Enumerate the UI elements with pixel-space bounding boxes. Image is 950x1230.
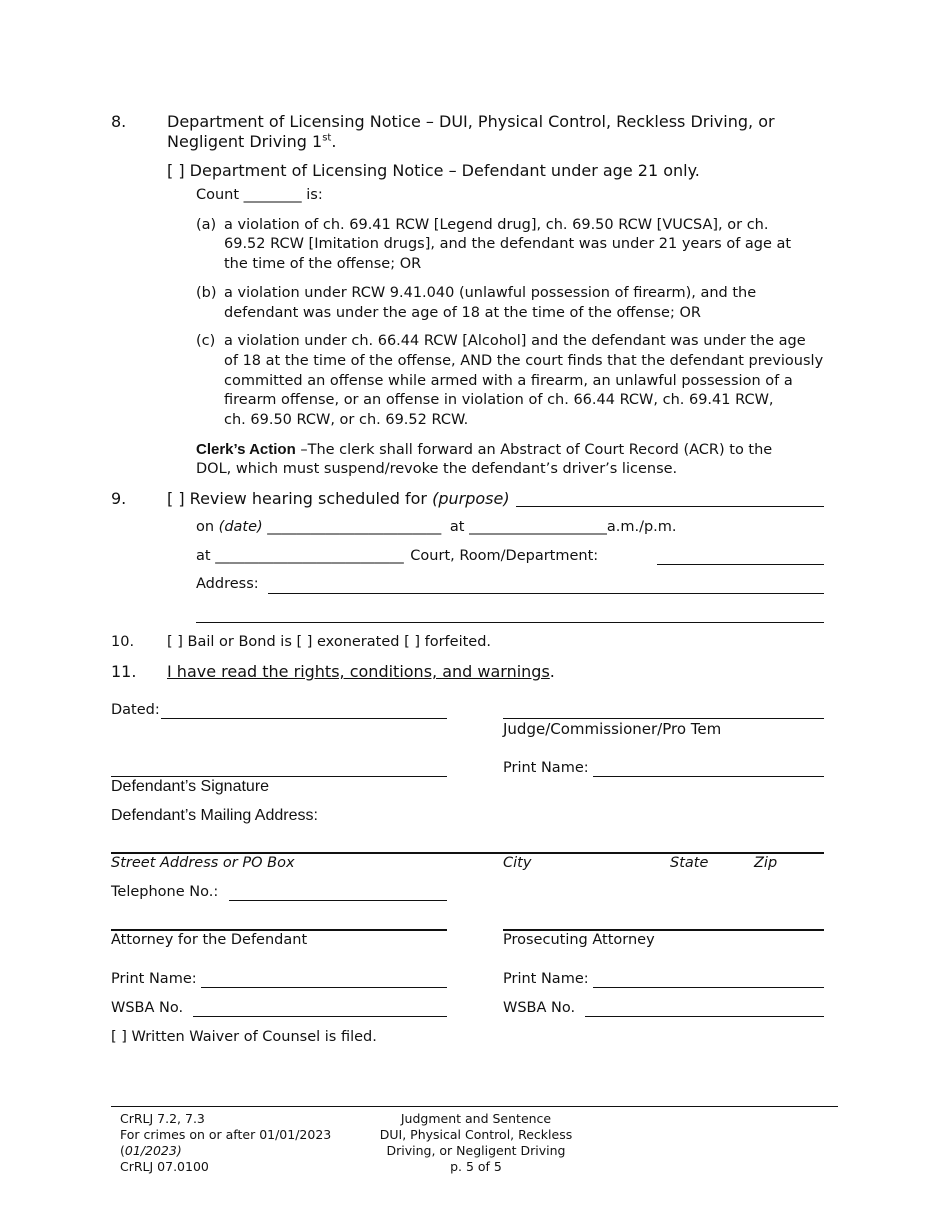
court-label: Court, Room/Department: — [410, 548, 599, 564]
footer-revision — [120, 1143, 331, 1159]
footer-left — [120, 1111, 331, 1175]
waiver-checkbox-text[interactable]: [ ] Written Waiver of Counsel is filed. — [111, 1029, 377, 1045]
item8-title-line2-text: Negligent Driving 1 — [167, 132, 323, 151]
item9-number: 9. — [111, 489, 127, 508]
purpose-line[interactable] — [516, 506, 824, 507]
option-c-line5: ch. 69.50 RCW, or ch. 69.52 RCW. — [224, 412, 469, 428]
address-label: Address: — [196, 576, 259, 592]
clerk-action-text: –The clerk shall forward an Abstract of Court Record (ACR) to the — [295, 442, 773, 458]
option-b-line2: defendant was under the age of 18 at the time of the offense; OR — [224, 305, 701, 321]
item11-number: 11. — [111, 662, 137, 681]
footer-form-title: Judgment and Sentence — [400, 1111, 552, 1126]
date-label: (date) — [218, 519, 263, 535]
ampm-label: a.m./p.m. — [606, 519, 677, 535]
footer-rule-ref: CrRLJ 7.2, 7.3 — [120, 1111, 205, 1126]
option-c-line3: committed an offense while armed with a firearm, an unlawful possession of a — [224, 373, 793, 389]
clerk-action-line1 — [196, 441, 772, 458]
under21-checkbox[interactable]: [ ] — [167, 161, 185, 180]
option-b-letter: (b) — [196, 285, 217, 301]
court-room-line[interactable] — [657, 564, 824, 565]
item9-location-row — [196, 548, 598, 564]
at-label: at — [449, 519, 465, 535]
footer-center — [356, 1111, 596, 1175]
item8-title-sup: st — [322, 132, 332, 144]
location-blank[interactable]: __________________________ — [215, 548, 404, 564]
wsba-left-line[interactable] — [193, 1016, 447, 1017]
item10-number: 10. — [111, 634, 135, 650]
dated-line[interactable] — [161, 718, 447, 719]
defendant-signature-label: Defendant’s Signature — [111, 778, 270, 795]
judge-print-name-label: Print Name: — [503, 760, 589, 776]
option-b-line1: a violation under RCW 9.41.040 (unlawful possession of firearm), and the — [224, 285, 757, 301]
item9-row — [167, 489, 510, 508]
footer-revision-open: ( — [120, 1143, 125, 1158]
item9-label: Review hearing scheduled for — [189, 489, 427, 508]
count-label: Count ________ is: — [196, 187, 323, 203]
prosecuting-attorney-label: Prosecuting Attorney — [503, 932, 655, 948]
state-label: State — [670, 855, 709, 871]
footer-form-number: CrRLJ 07.0100 — [120, 1159, 209, 1174]
defendant-mailing-label: Defendant’s Mailing Address: — [111, 807, 318, 824]
under21-row — [167, 161, 700, 180]
dated-label: Dated: — [111, 702, 160, 718]
option-a-letter: (a) — [196, 217, 217, 233]
attorney-defendant-line[interactable] — [111, 929, 447, 931]
footer-form-subtitle-2: Driving, or Negligent Driving — [386, 1143, 566, 1158]
footer-rule — [111, 1106, 838, 1107]
option-c-line2: of 18 at the time of the offense, AND the court finds that the defendant previously — [224, 353, 824, 369]
address-line-2[interactable] — [196, 622, 824, 623]
wsba-left-label: WSBA No. — [111, 1000, 184, 1016]
footer-page-number: p. 5 of 5 — [450, 1159, 502, 1174]
print-name-right-line[interactable] — [593, 987, 824, 988]
footer-crimes-date: For crimes on or after 01/01/2023 — [120, 1127, 332, 1142]
at2-label: at — [196, 548, 211, 564]
item8-title-line2 — [167, 132, 336, 151]
wsba-right-line[interactable] — [585, 1016, 824, 1017]
prosecuting-attorney-line[interactable] — [503, 929, 824, 931]
date-blank[interactable]: ________________________ — [267, 519, 442, 535]
on-label: on — [196, 519, 215, 535]
street-label: Street Address or PO Box — [111, 855, 295, 871]
footer-revision-date: 01/2023) — [124, 1143, 182, 1158]
defendant-signature-line[interactable] — [111, 776, 447, 777]
option-a-line3: the time of the offense; OR — [224, 256, 422, 272]
footer-form-subtitle-1: DUI, Physical Control, Reckless — [379, 1127, 573, 1142]
clerk-action-label: Clerk’s Action — [196, 441, 296, 458]
item11-period: . — [549, 662, 555, 681]
address-line-1[interactable] — [268, 593, 824, 594]
judge-signature-line[interactable] — [503, 718, 824, 719]
item9-date-row — [196, 519, 677, 535]
judge-print-name-line[interactable] — [593, 776, 824, 777]
option-c-letter: (c) — [196, 333, 216, 349]
item10-text: [ ] Bail or Bond is [ ] exonerated [ ] forfeited. — [167, 634, 492, 650]
item8-title-line1: Department of Licensing Notice – DUI, Physical Control, Reckless Driving, or — [167, 112, 775, 131]
telephone-label: Telephone No.: — [111, 884, 219, 900]
print-name-left-label: Print Name: — [111, 971, 197, 987]
time-blank[interactable]: ___________________ — [469, 519, 607, 535]
zip-label: Zip — [754, 855, 778, 871]
mailing-address-line[interactable] — [111, 852, 824, 854]
item11-text: I have read the rights, conditions, and warnings — [167, 662, 550, 681]
telephone-line[interactable] — [229, 900, 447, 901]
item11-row — [167, 662, 555, 681]
city-label: City — [503, 855, 532, 871]
under21-label: Department of Licensing Notice – Defendant under age 21 only. — [189, 161, 700, 180]
judge-label: Judge/Commissioner/Pro Tem — [503, 720, 722, 738]
option-c-line4: firearm offense, or an offense in violation of ch. 66.44 RCW, ch. 69.41 RCW, — [224, 392, 774, 408]
print-name-left-line[interactable] — [201, 987, 447, 988]
item9-checkbox[interactable]: [ ] — [167, 489, 185, 508]
clerk-action-line2: DOL, which must suspend/revoke the defendant’s driver’s license. — [196, 461, 678, 477]
print-name-right-label: Print Name: — [503, 971, 589, 987]
item8-number: 8. — [111, 112, 127, 131]
item8-title-period: . — [331, 132, 337, 151]
option-a-line1: a violation of ch. 69.41 RCW [Legend drug], ch. 69.50 RCW [VUCSA], or ch. — [224, 217, 769, 233]
wsba-right-label: WSBA No. — [503, 1000, 576, 1016]
attorney-defendant-label: Attorney for the Defendant — [111, 932, 308, 948]
option-a-line2: 69.52 RCW [Imitation drugs], and the defendant was under 21 years of age at — [224, 236, 792, 252]
option-c-line1: a violation under ch. 66.44 RCW [Alcohol] and the defendant was under the age — [224, 333, 806, 349]
item9-purpose: (purpose) — [432, 489, 510, 508]
